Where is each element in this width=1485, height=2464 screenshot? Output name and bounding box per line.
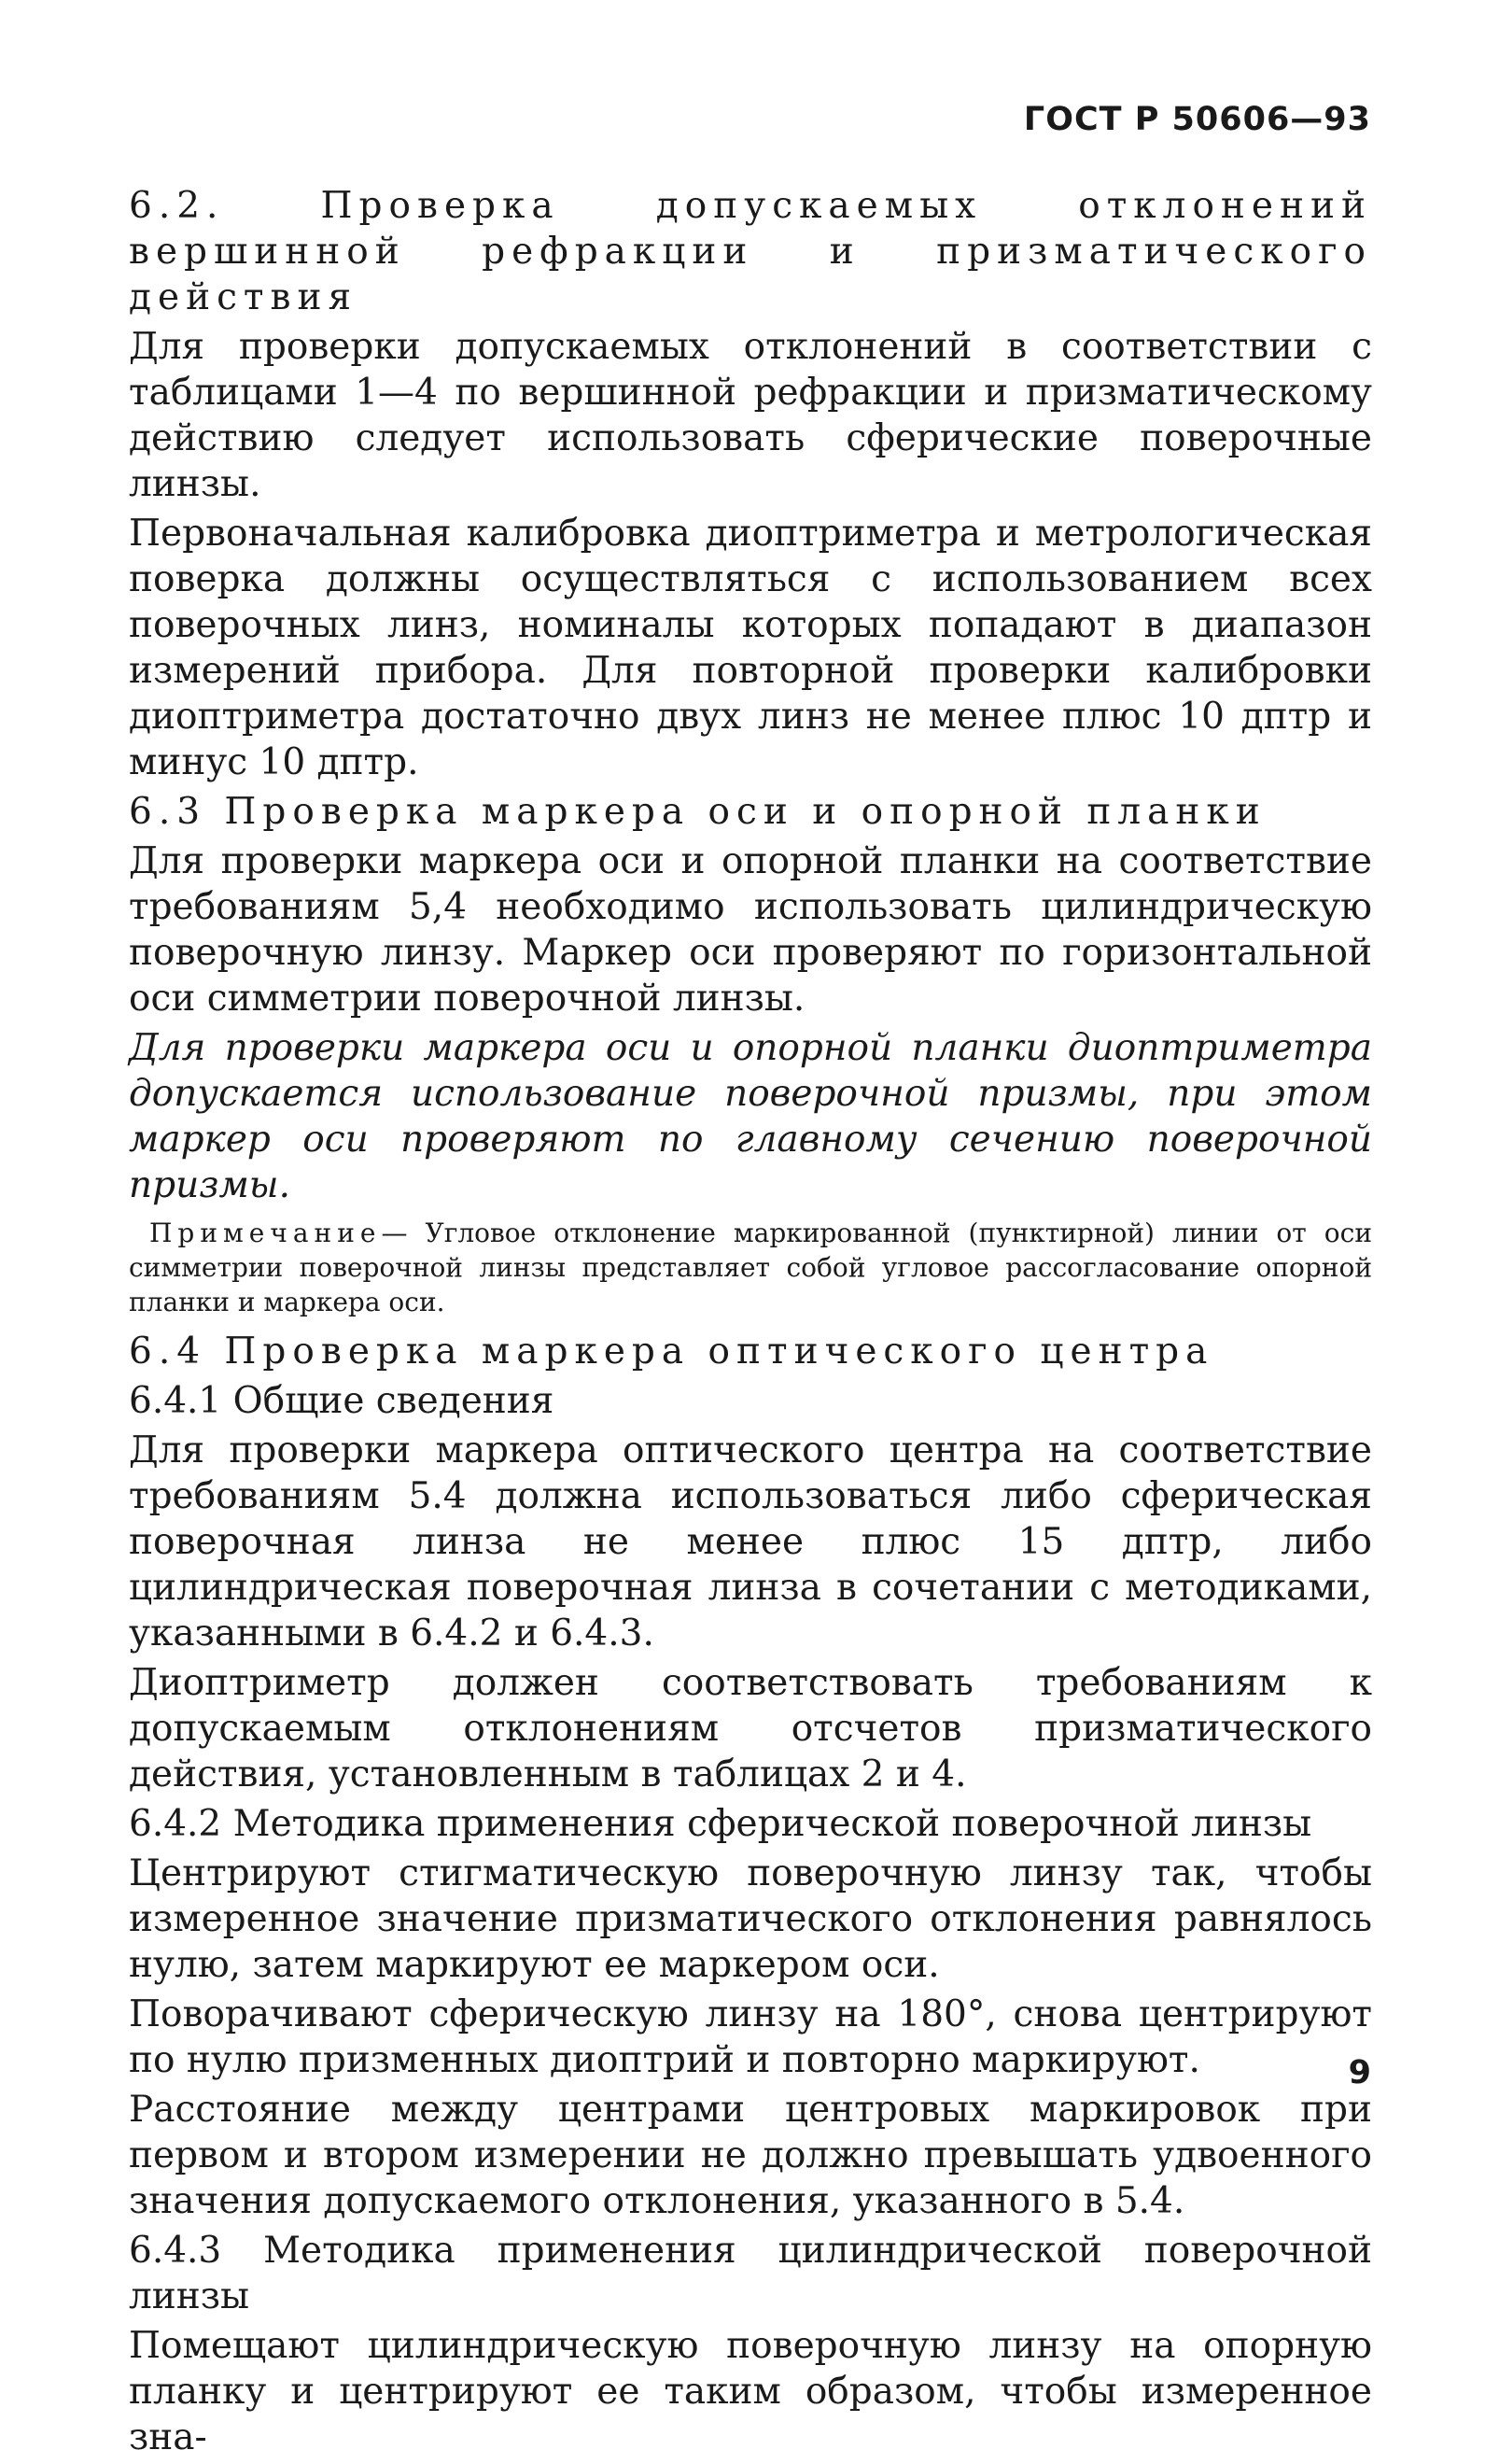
section-6-4-2-paragraph-2: Поворачивают сферическую линзу на 180°, снова центрируют по нулю призменных диоптрий и повторно маркируют. — [129, 1993, 1372, 2081]
section-6-3-heading: 6.3 Проверка маркера оси и опорной планки — [129, 791, 1267, 833]
section-6-4-1-paragraph-2: Диоптриметр должен соответствовать требованиям к допускаемым отклонениям отсчетов призматического действия, установленным в таблицах 2 и 4. — [129, 1662, 1372, 1795]
section-6-3-paragraph-1: Для проверки маркера оси и опорной планки на соответствие требованиям 5,4 необходимо использовать цилиндрическую поверочную линзу. Маркер оси проверяют по горизонтальной оси симметрии поверочной линзы. — [129, 840, 1372, 1020]
note-block — [129, 1216, 1372, 1319]
section-6-2-paragraph-2: Первоначальная калибровка диоптриметра и метрологическая поверка должны осуществляться с использованием всех поверочных линз, номиналы которых попадают в диапазон измерений прибора. Для повторной проверки калибровки диоптриметра достаточно двух линз не менее плюс 10 дптр и минус 10 дптр. — [129, 513, 1372, 783]
section-6-2-paragraph-1: Для проверки допускаемых отклонений в соответствии с таблицами 1—4 по вершинной рефракции и призматическому действию следует использовать сферические поверочные линзы. — [129, 326, 1372, 505]
section-6-4-2-heading: 6.4.2 Методика применения сферической поверочной линзы — [129, 1803, 1312, 1845]
note-label: Примечание — [149, 1218, 382, 1248]
section-6-2-heading: 6.2. Проверка допускаемых отклонений вершинной рефракции и призматического действия — [129, 185, 1372, 318]
section-6-4-heading: 6.4 Проверка маркера оптического центра — [129, 1331, 1214, 1373]
section-6-4-1-heading: 6.4.1 Общие сведения — [129, 1380, 554, 1422]
section-6-4-2-paragraph-3: Расстояние между центрами центровых маркировок при первом и втором измерении не должно превышать удвоенного значения допускаемого отклонения, указанного в 5.4. — [129, 2089, 1372, 2222]
note-text: — Угловое отклонение маркированной (пунктирной) линии от оси симметрии поверочной линзы представляет собой угловое рассогласование опорной планки и маркера оси. — [129, 1218, 1372, 1317]
section-6-4-2-paragraph-1: Центрируют стигматическую поверочную линзу так, чтобы измеренное значение призматического отклонения равнялось нулю, затем маркируют ее маркером оси. — [129, 1852, 1372, 1986]
section-6-4-1-paragraph-1: Для проверки маркера оптического центра на соответствие требованиям 5.4 должна использоваться либо сферическая поверочная линза не менее плюс 15 дптр, либо цилиндрическая поверочная линза в сочетании с методиками, указанными в 6.4.2 и 6.4.3. — [129, 1429, 1372, 1654]
section-6-3-paragraph-2-italic: Для проверки маркера оси и опорной планки диоптриметра допускается использование поверочной призмы, при этом маркер оси проверяют по главному сечению поверочной призмы. — [129, 1027, 1372, 1206]
standard-code-header: ГОСТ Р 50606—93 — [1023, 101, 1371, 138]
section-6-4-3-paragraph-1: Помещают цилиндрическую поверочную линзу на опорную планку и центрируют ее таким образом, чтобы измеренное зна- — [129, 2325, 1372, 2458]
page-number: 9 — [1348, 2054, 1371, 2091]
section-6-4-3-heading: 6.4.3 Методика применения цилиндрической поверочной линзы — [129, 2230, 1372, 2317]
document-body — [129, 183, 1372, 2464]
